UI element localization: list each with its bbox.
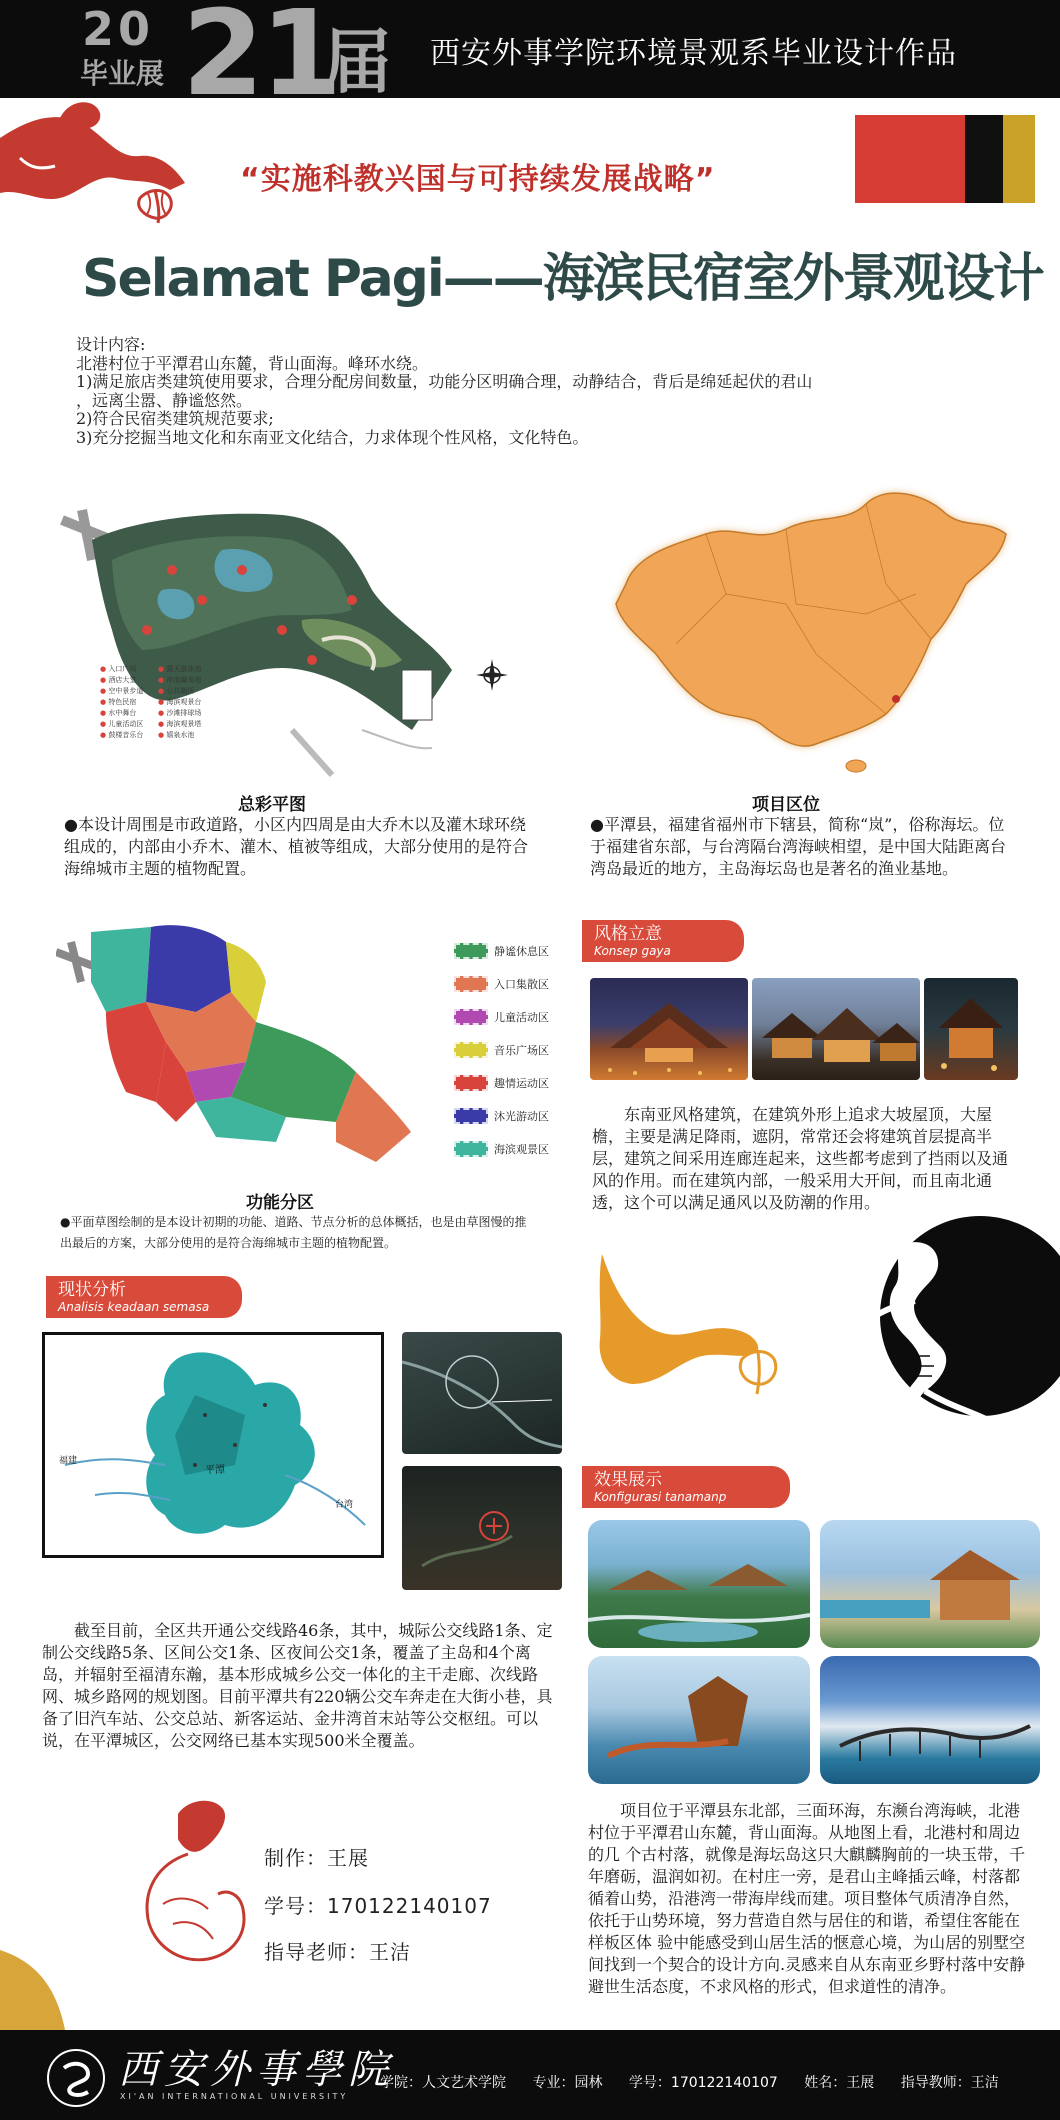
effect-tag: 效果展示 Konfigurasi tanamanp [582, 1466, 790, 1508]
session-char: 届 [322, 21, 392, 103]
color-block-red [855, 115, 965, 203]
legend-swatch [454, 1075, 488, 1091]
effect-render-2 [820, 1520, 1040, 1648]
legend-item: ● 海滨观景塔 [158, 720, 202, 728]
compass-icon [472, 655, 512, 695]
legend-item: ● 特色民宿 [100, 698, 137, 706]
legend-item: ● 冲浪瀑布池 [158, 676, 202, 684]
location-caption: 项目区位 [752, 795, 820, 815]
legend-item: 静谧休息区 [454, 942, 549, 960]
dancer-figure-red-icon [0, 98, 230, 233]
footer-college: 学院：人文艺术学院 [380, 2075, 506, 2091]
style-text: 东南亚风格建筑，在建筑外形上追求大坡屋顶，大屋檐，主要是满足降雨，遮阴，常常还会将建筑首层提高半层，建筑之间采用连廊连起来，这些都考虑到了挡雨以及通风的作用。而在建筑内部，一般采用大开间，而且南北通透，这个可以满足通风以及防潮的作用。 [592, 1105, 1009, 1212]
zoning-map-image [56, 922, 446, 1172]
map-label-taiwan: 台湾 [335, 1500, 354, 1510]
year-suffix: 21 [182, 0, 339, 122]
effect-text: 项目位于平潭县东北部，三面环海，东濒台湾海峡，北港村位于平潭君山东麓，背山面海。从地图上看，北港村和周边的几 个古村落，就像是海坛岛这只大麒麟胸前的一块玉带，千年磨砺，温润如初。在村庄一旁，是君山主峰插云峰，村落都循着山势，沿港湾一带海岸线而建。项目整体气质清净自然，依托于山势环境，努力营造自然与居住的和谐，希望住客能在样板区体 验中能感受到山居生活的惬意心境，为山居的别墅空间找到一个契合的设计方向.灵感来自从东南亚乡野村落中安静避世生活态度，不求风格的形式，但求道性的清净。 [588, 1801, 1026, 1996]
credit-student-id: 学号：170122140107 [264, 1894, 492, 1918]
design-intro [76, 336, 996, 447]
legend-swatch [454, 1141, 488, 1157]
footer-school-name: 西安外事學院 [118, 2047, 394, 2093]
school-emblem-icon [44, 2046, 108, 2110]
intro-line: 设计内容: [76, 335, 146, 354]
footer-school-en: XI'AN INTERNATIONAL UNIVERSITY [120, 2092, 349, 2101]
effect-render-1 [588, 1520, 810, 1648]
zoning-caption: 功能分区 [246, 1193, 314, 1213]
style-photo-temple [590, 978, 748, 1080]
legend-item: 儿童活动区 [454, 1008, 549, 1026]
status-tag: 现状分析 Analisis keadaan semasa [46, 1276, 242, 1318]
legend-item: 入口集散区 [454, 975, 549, 993]
effect-render-4 [820, 1656, 1040, 1784]
legend-item: 沐光游动区 [454, 1107, 549, 1125]
legend-swatch [454, 1042, 488, 1058]
master-plan-caption: 总彩平图 [238, 795, 306, 815]
legend-item: ● 鼓楼音乐台 [100, 731, 144, 739]
legend-item: 趣情运动区 [454, 1074, 549, 1092]
intro-line: ，远离尘嚣、静谧悠然。 [76, 390, 253, 410]
footer-student-id: 学号：170122140107 [628, 2075, 778, 2091]
footer-major: 专业：园林 [532, 2075, 603, 2091]
color-block-black [965, 115, 1003, 203]
legend-item: ● 水中舞台 [100, 709, 137, 717]
legend-item: ● 露天游泳池 [158, 665, 202, 673]
page-title: Selamat Pagi——海滨民宿室外景观设计 [82, 249, 1043, 309]
legend-item: ● 空中景步道 [100, 687, 144, 695]
transit-map-image [42, 1332, 384, 1558]
slogan: “实施科教兴国与可持续发展战略” [240, 162, 716, 197]
map-label-pingtan: 平潭 [205, 1465, 225, 1476]
legend-swatch [454, 943, 488, 959]
dancer-figure-gold-icon [592, 1244, 792, 1414]
color-block-gold [1003, 115, 1035, 203]
year-prefix: 20 [82, 2, 155, 56]
effect-render-3 [588, 1656, 810, 1784]
intro-line: 3)充分挖掘当地文化和东南亚文化结合，力求体现个性风格，文化特色。 [76, 427, 589, 447]
zoning-text: ●平面草图绘制的是本设计初期的功能、道路、节点分析的总体概括，也是由草图慢的推出最后的方案，大部分使用的是符合海绵城市主题的植物配置。 [60, 1215, 527, 1250]
legend-item: ● 公共厕所 [158, 687, 195, 695]
footer-name: 姓名：王展 [804, 2075, 875, 2091]
legend-item: ● 酒店大堂 [100, 676, 137, 684]
legend-swatch [454, 976, 488, 992]
footer-info [380, 2072, 1021, 2092]
exhibit-label: 毕业展 [80, 57, 165, 90]
zoning-legend [454, 942, 574, 1156]
legend-item: ● 沙滩排球场 [158, 709, 202, 717]
map-label-fujian: 福建 [59, 1456, 78, 1466]
style-photo-night [924, 978, 1018, 1080]
corner-decoration-icon [0, 1950, 80, 2030]
legend-item: ● 儿童活动区 [100, 720, 144, 728]
intro-line: 2)符合民宿类建筑规范要求; [76, 409, 274, 428]
master-plan-legend-right [158, 664, 278, 740]
location-text: ●平潭县，福建省福州市下辖县，简称“岚”，俗称海坛。位于福建省东部，与台湾隔台湾海峡相望，是中国大陆距离台湾岛最近的地方，主岛海坛岛也是著名的渔业基地。 [590, 815, 1007, 878]
legend-item: ● 海滨观景台 [158, 698, 202, 706]
credit-maker: 制作：王展 [264, 1846, 369, 1870]
footer-advisor: 指导教师：王洁 [900, 2075, 999, 2091]
master-plan-text: ●本设计周围是市政道路，小区内四周是由大乔木以及灌木球环绕组成的，内部由小乔木、灌木、植被等组成，大部分使用的是符合海绵城市主题的植物配置。 [64, 815, 529, 878]
aerial-photo-plan [402, 1466, 562, 1590]
legend-item: ● 入口广场 [100, 665, 137, 673]
legend-item: ● 嬉泉水池 [158, 731, 195, 739]
legend-item: 海滨观景区 [454, 1140, 549, 1158]
legend-item: 音乐广场区 [454, 1041, 549, 1059]
status-text: 截至目前，全区共开通公交线路46条，其中，城际公交线路1条、定制公交线路5条、区间公交1条、区夜间公交1条，覆盖了主岛和4个离岛，并辐射至福清东瀚，基本形成城乡公交一体化的主干走廊、次线路网、城乡路网的规划图。目前平潭共有220辆公交车奔走在大街小巷，具备了旧汽车站、公交总站、新客运站、金井湾首末站等公交枢纽。可以说，在平潭城区，公交网络已基本实现500米全覆盖。 [42, 1621, 553, 1750]
legend-swatch [454, 1009, 488, 1025]
style-photo-village [752, 978, 920, 1080]
intro-line: 北港村位于平潭君山东麓，背山面海。峰环水绕。 [76, 353, 429, 373]
dancer-silhouette-icon [830, 1206, 1060, 1456]
china-map-image [586, 474, 1016, 774]
style-tag: 风格立意 Konsep gaya [582, 920, 744, 962]
legend-swatch [454, 1108, 488, 1124]
intro-line: 1)满足旅店类建筑使用要求，合理分配房间数量，功能分区明确合理，动静结合，背后是绵延起伏的君山 [76, 372, 813, 391]
hand-lotus-icon [118, 1794, 268, 1984]
aerial-photo-site [402, 1332, 562, 1454]
credit-advisor: 指导老师：王洁 [264, 1940, 411, 1964]
school-title: 西安外事学院环境景观系毕业设计作品 [430, 36, 957, 71]
